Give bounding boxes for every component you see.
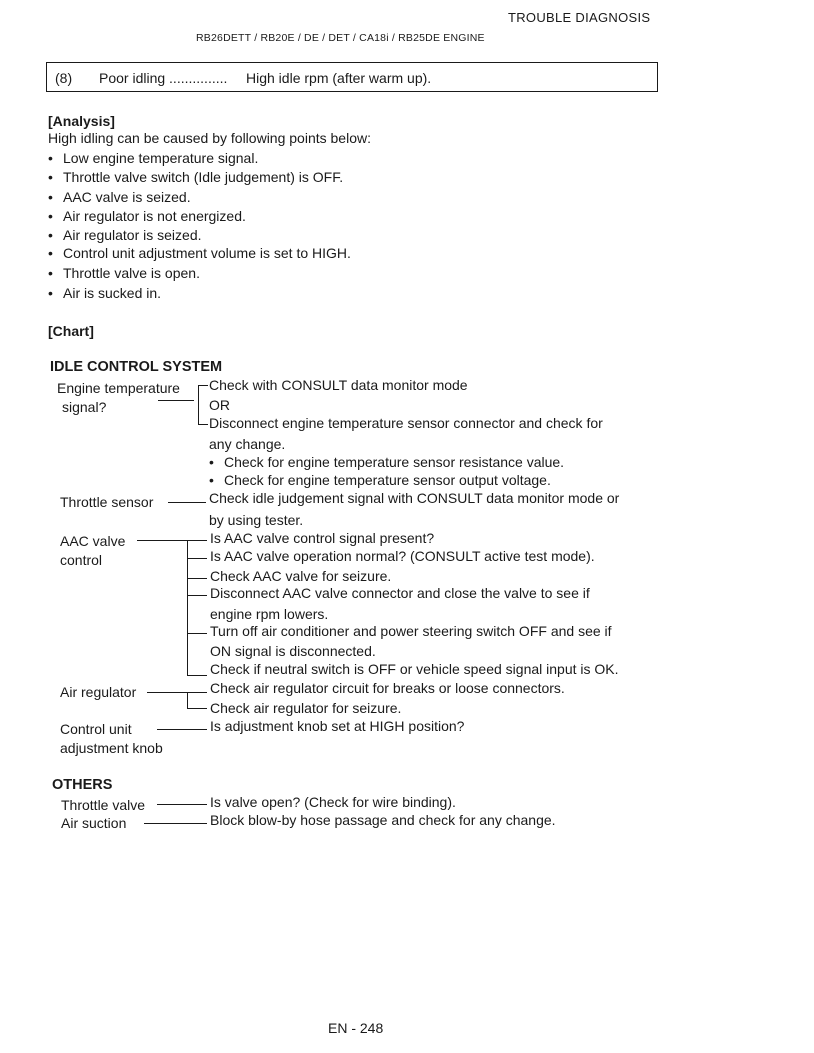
others-title: OTHERS xyxy=(52,777,113,793)
air-suction-check: Block blow-by hose passage and check for any change. xyxy=(210,812,556,828)
control-unit-check: Is adjustment knob set at HIGH position? xyxy=(210,718,465,734)
engine-temp-check-consult: Check with CONSULT data monitor mode xyxy=(209,377,468,393)
air-regulator-label: Air regulator xyxy=(60,684,137,700)
aac-check-disconnect-2: engine rpm lowers. xyxy=(210,606,329,622)
connector-line xyxy=(187,708,207,709)
connector-line xyxy=(198,424,208,425)
analysis-point: • Throttle valve switch (Idle judgement) is OFF. xyxy=(63,169,343,185)
connector-line xyxy=(187,675,207,676)
connector-line xyxy=(198,385,208,386)
engine-temp-label-2: signal? xyxy=(62,399,107,415)
control-unit-label: Control unit xyxy=(60,721,132,737)
engine-temp-or: OR xyxy=(209,397,230,413)
connector-line xyxy=(168,502,206,503)
analysis-heading: [Analysis] xyxy=(48,113,115,129)
analysis-point: • Air is sucked in. xyxy=(63,285,161,301)
connector-line xyxy=(158,400,194,401)
aac-check-seizure: Check AAC valve for seizure. xyxy=(210,568,392,584)
connector-line xyxy=(137,540,187,541)
throttle-sensor-label: Throttle sensor xyxy=(60,494,154,510)
connector-line xyxy=(147,692,187,693)
engine-temp-check-disconnect-2: any change. xyxy=(209,436,286,452)
section-title: TROUBLE DIAGNOSIS xyxy=(508,10,651,25)
engine-temp-check-disconnect: Disconnect engine temperature sensor connector and check for xyxy=(209,415,603,431)
bracket-line xyxy=(187,540,188,676)
throttle-sensor-check: Check idle judgement signal with CONSULT data monitor mode or xyxy=(209,490,620,506)
aac-check-ac: Turn off air conditioner and power steering switch OFF and see if xyxy=(210,623,612,639)
aac-check-ac-2: ON signal is disconnected. xyxy=(210,643,376,659)
air-suction-label: Air suction xyxy=(61,815,127,831)
connector-line xyxy=(144,823,207,824)
symptom-label: Poor idling ............... xyxy=(99,70,228,86)
idle-control-title: IDLE CONTROL SYSTEM xyxy=(50,359,223,375)
throttle-sensor-check-2: by using tester. xyxy=(209,512,304,528)
engine-models: RB26DETT / RB20E / DE / DET / CA18i / RB25DE ENGINE xyxy=(196,32,485,44)
analysis-point: • AAC valve is seized. xyxy=(63,189,191,205)
connector-line xyxy=(157,804,207,805)
analysis-point: • Throttle valve is open. xyxy=(63,265,200,281)
air-regulator-check-seizure: Check air regulator for seizure. xyxy=(210,700,402,716)
analysis-point: • Air regulator is seized. xyxy=(63,227,202,243)
analysis-point: • Air regulator is not energized. xyxy=(63,208,246,224)
page-number: EN - 248 xyxy=(328,1020,384,1036)
aac-check-disconnect: Disconnect AAC valve connector and close the valve to see if xyxy=(210,585,590,601)
symptom-description: High idle rpm (after warm up). xyxy=(246,70,432,86)
bracket-line xyxy=(187,692,188,709)
connector-line xyxy=(187,692,207,693)
throttle-valve-label: Throttle valve xyxy=(61,797,146,813)
connector-line xyxy=(187,540,207,541)
analysis-point: • Low engine temperature signal. xyxy=(63,150,258,166)
connector-line xyxy=(187,558,207,559)
throttle-valve-check: Is valve open? (Check for wire binding). xyxy=(210,794,456,810)
bracket-line xyxy=(198,385,199,425)
connector-line xyxy=(187,578,207,579)
connector-line xyxy=(157,729,207,730)
chart-heading: [Chart] xyxy=(48,323,94,339)
aac-check-signal: Is AAC valve control signal present? xyxy=(210,530,435,546)
analysis-intro: High idling can be caused by following points below: xyxy=(48,130,371,146)
analysis-point: • Control unit adjustment volume is set to HIGH. xyxy=(63,245,351,261)
connector-line xyxy=(187,595,207,596)
engine-temp-sub-check: • Check for engine temperature sensor output voltage. xyxy=(224,472,551,488)
engine-temp-label: Engine temperature xyxy=(57,380,180,396)
aac-label-2: control xyxy=(60,552,103,568)
control-unit-label-2: adjustment knob xyxy=(60,740,163,756)
aac-check-neutral: Check if neutral switch is OFF or vehicle speed signal input is OK. xyxy=(210,661,619,677)
aac-label: AAC valve xyxy=(60,533,126,549)
connector-line xyxy=(187,633,207,634)
air-regulator-check-circuit: Check air regulator circuit for breaks or loose connectors. xyxy=(210,680,565,696)
aac-check-operation: Is AAC valve operation normal? (CONSULT active test mode). xyxy=(210,548,595,564)
symptom-number: (8) xyxy=(55,70,73,86)
engine-temp-sub-check: • Check for engine temperature sensor resistance value. xyxy=(224,454,564,470)
